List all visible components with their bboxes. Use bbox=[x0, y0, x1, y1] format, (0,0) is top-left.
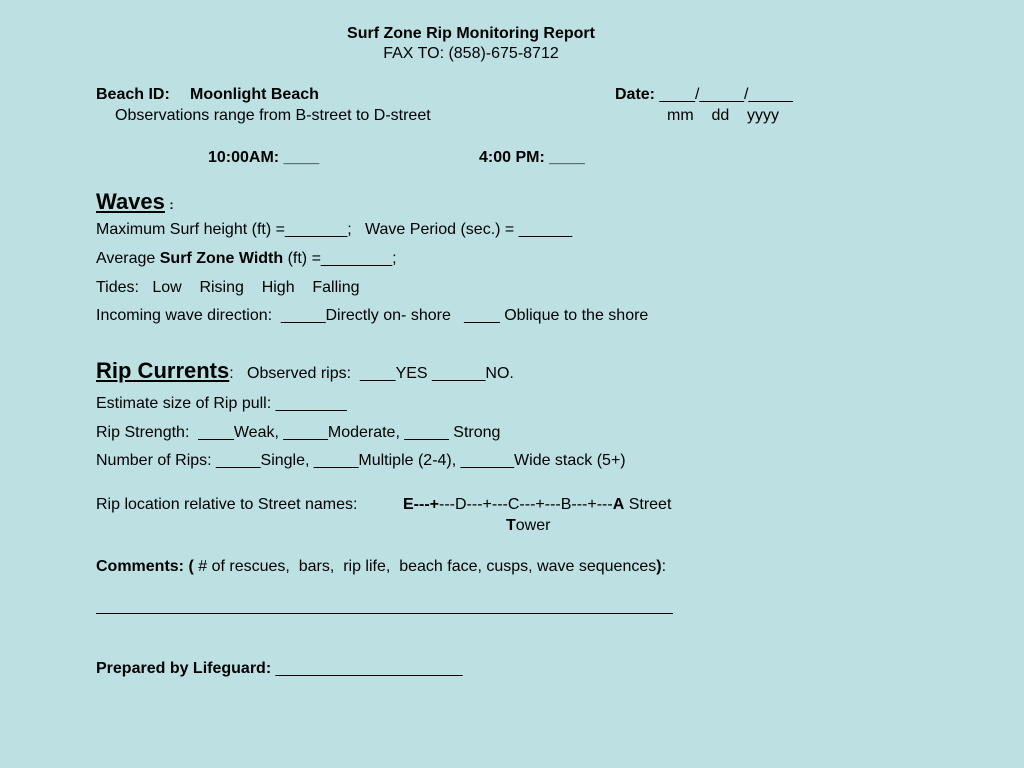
avg-surf-zone-width-line[interactable] bbox=[96, 251, 397, 267]
comments-label-text: # of rescues, bars, rip life, beach face, cusps, wave sequences bbox=[198, 558, 657, 575]
rip-location-label: Rip location relative to Street names: bbox=[96, 496, 358, 513]
waves-heading bbox=[96, 191, 174, 213]
comments-label-close: ) bbox=[656, 558, 662, 575]
date-format: mm dd yyyy bbox=[667, 107, 780, 124]
rip-currents-heading: Rip Currents bbox=[96, 358, 230, 383]
observed-rips-line[interactable]: Observed rips: ____YES ______NO. bbox=[233, 365, 514, 382]
date-label: Date: bbox=[615, 86, 656, 103]
rip-pull-line[interactable]: Estimate size of Rip pull: ________ bbox=[96, 395, 347, 412]
beach-id-label: Beach ID: bbox=[96, 86, 170, 103]
street-d-c-b: ---D---+---C---+---B---+--- bbox=[439, 496, 613, 513]
tower-t: T bbox=[506, 517, 516, 534]
prepared-by-label: Prepared by Lifeguard: bbox=[96, 660, 272, 677]
max-surf-height-line[interactable]: Maximum Surf height (ft) =_______; Wave Period (sec.) = ______ bbox=[96, 221, 573, 238]
observation-range: Observations range from B-street to D-street bbox=[115, 107, 431, 124]
avg-suffix: (ft) =________; bbox=[283, 250, 397, 267]
street-word: Street bbox=[624, 496, 672, 513]
date-field[interactable] bbox=[615, 87, 793, 103]
rip-currents-colon: : bbox=[229, 365, 234, 382]
time-10am-field[interactable]: 10:00AM: ____ bbox=[208, 149, 320, 166]
street-e: E---+ bbox=[403, 496, 439, 513]
waves-heading-colon: : bbox=[169, 197, 174, 212]
report-title: Surf Zone Rip Monitoring Report bbox=[347, 25, 595, 42]
rip-location-streets[interactable] bbox=[403, 497, 671, 513]
wave-direction-line[interactable]: Incoming wave direction: _____Directly on- shore ____ Oblique to the shore bbox=[96, 307, 649, 324]
tides-line[interactable]: Tides: Low Rising High Falling bbox=[96, 279, 360, 296]
prepared-by-field[interactable] bbox=[96, 661, 462, 677]
time-4pm-field[interactable]: 4:00 PM: ____ bbox=[479, 149, 585, 166]
comments-label-bold: Comments: ( bbox=[96, 558, 199, 575]
avg-bold: Surf Zone Width bbox=[159, 250, 284, 267]
street-a: A bbox=[612, 496, 625, 513]
number-of-rips-line[interactable]: Number of Rips: _____Single, _____Multiple (2-4), ______Wide stack (5+) bbox=[96, 452, 626, 469]
date-blank: ____/_____/_____ bbox=[655, 86, 793, 103]
avg-prefix: Average bbox=[96, 250, 160, 267]
beach-id-value: Moonlight Beach bbox=[190, 86, 319, 103]
prepared-by-blank: _____________________ bbox=[271, 660, 463, 677]
waves-heading-text: Waves bbox=[96, 189, 165, 214]
comments-label-colon: : bbox=[661, 558, 667, 575]
rip-currents-heading-line bbox=[96, 360, 514, 382]
fax-number: FAX TO: (858)-675-8712 bbox=[383, 45, 559, 62]
rip-strength-line[interactable]: Rip Strength: ____Weak, _____Moderate, _____ Strong bbox=[96, 424, 501, 441]
comments-blank-line[interactable] bbox=[96, 613, 673, 614]
tower-label bbox=[506, 518, 550, 534]
tower-rest: ower bbox=[515, 517, 551, 534]
comments-label bbox=[96, 559, 666, 575]
